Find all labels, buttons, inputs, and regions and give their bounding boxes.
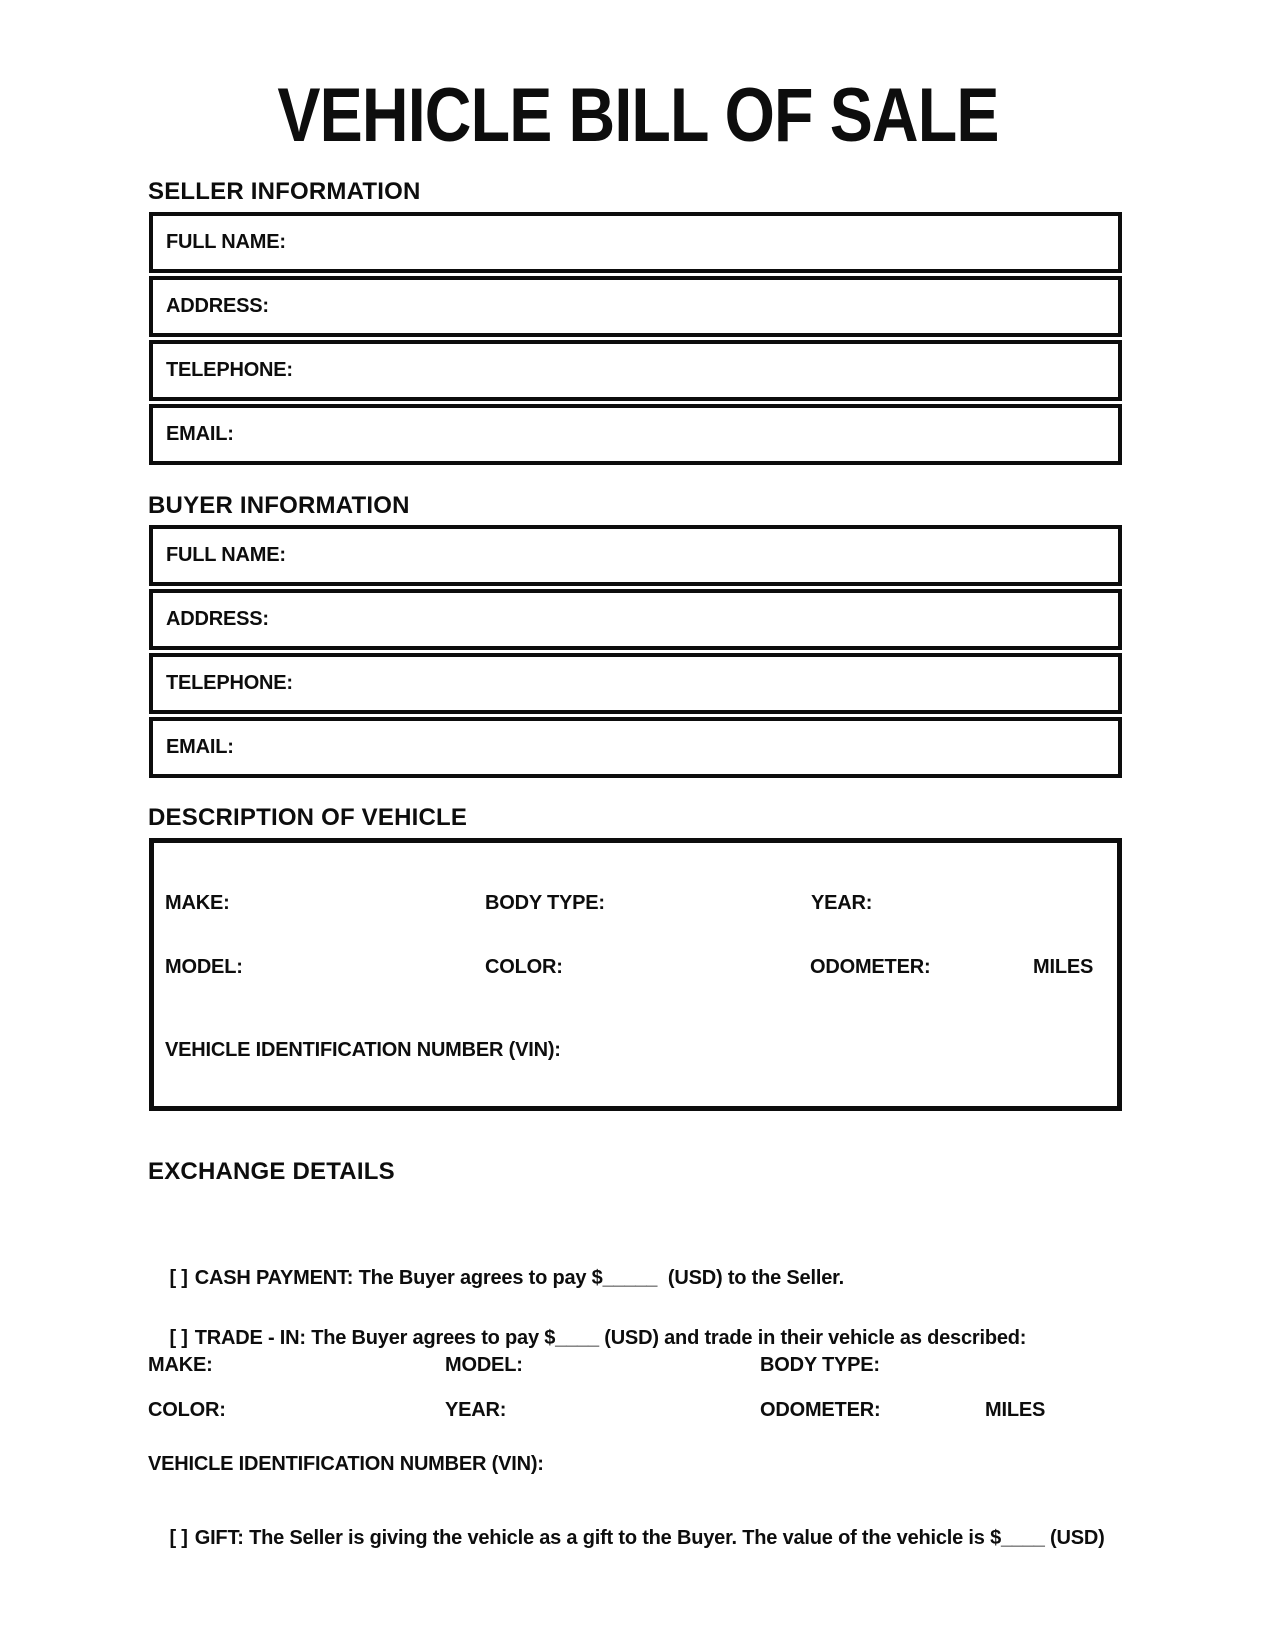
seller-address-field[interactable] [149,276,1122,337]
trade-odometer-label: ODOMETER: [760,1399,881,1421]
trade-model-label: MODEL: [445,1354,523,1376]
buyer-full-name-label: FULL NAME: [166,544,286,566]
seller-address-label: ADDRESS: [166,295,269,317]
exchange-section-heading: EXCHANGE DETAILS [148,1158,395,1185]
buyer-fields [149,525,1122,781]
trade-in-option [148,1302,1026,1374]
vehicle-make-label: MAKE: [165,892,230,914]
buyer-telephone-label: TELEPHONE: [166,672,293,694]
trade-year-label: YEAR: [445,1399,507,1421]
vehicle-model-label: MODEL: [165,956,243,978]
buyer-telephone-field[interactable] [149,653,1122,714]
seller-email-label: EMAIL: [166,423,234,445]
vehicle-description-box[interactable] [149,838,1122,1111]
trade-vin-label: VEHICLE IDENTIFICATION NUMBER (VIN): [148,1453,544,1475]
trade-body-type-label: BODY TYPE: [760,1354,880,1376]
gift-option [148,1502,1105,1574]
seller-telephone-label: TELEPHONE: [166,359,293,381]
vehicle-color-label: COLOR: [485,956,563,978]
cash-payment-checkbox[interactable]: [ ] [169,1267,188,1289]
seller-fields [149,212,1122,468]
vehicle-odometer-label: ODOMETER: [810,956,931,978]
gift-text: GIFT: The Seller is giving the vehicle as a gift to the Buyer. The value of the vehicle is $____ (USD) [194,1527,1105,1549]
cash-payment-text: CASH PAYMENT: The Buyer agrees to pay $_____ (USD) to the Seller. [194,1267,844,1289]
trade-color-label: COLOR: [148,1399,226,1421]
trade-make-label: MAKE: [148,1354,213,1376]
buyer-section-heading: BUYER INFORMATION [148,492,410,519]
buyer-address-label: ADDRESS: [166,608,269,630]
document-title: VEHICLE BILL OF SALE [277,73,999,158]
buyer-email-field[interactable] [149,717,1122,778]
buyer-address-field[interactable] [149,589,1122,650]
seller-email-field[interactable] [149,404,1122,465]
vehicle-body-type-label: BODY TYPE: [485,892,605,914]
buyer-email-label: EMAIL: [166,736,234,758]
trade-miles-label: MILES [985,1399,1046,1421]
seller-full-name-field[interactable] [149,212,1122,273]
seller-full-name-label: FULL NAME: [166,231,286,253]
gift-checkbox[interactable]: [ ] [169,1527,188,1549]
trade-in-text: TRADE - IN: The Buyer agrees to pay $____ (USD) and trade in their vehicle as described: [194,1327,1027,1349]
vehicle-year-label: YEAR: [811,892,873,914]
seller-telephone-field[interactable] [149,340,1122,401]
vehicle-vin-label: VEHICLE IDENTIFICATION NUMBER (VIN): [165,1039,561,1061]
vehicle-miles-label: MILES [1033,956,1094,978]
seller-section-heading: SELLER INFORMATION [148,178,421,205]
buyer-full-name-field[interactable] [149,525,1122,586]
trade-in-checkbox[interactable]: [ ] [169,1327,188,1349]
vehicle-section-heading: DESCRIPTION OF VEHICLE [148,804,468,831]
